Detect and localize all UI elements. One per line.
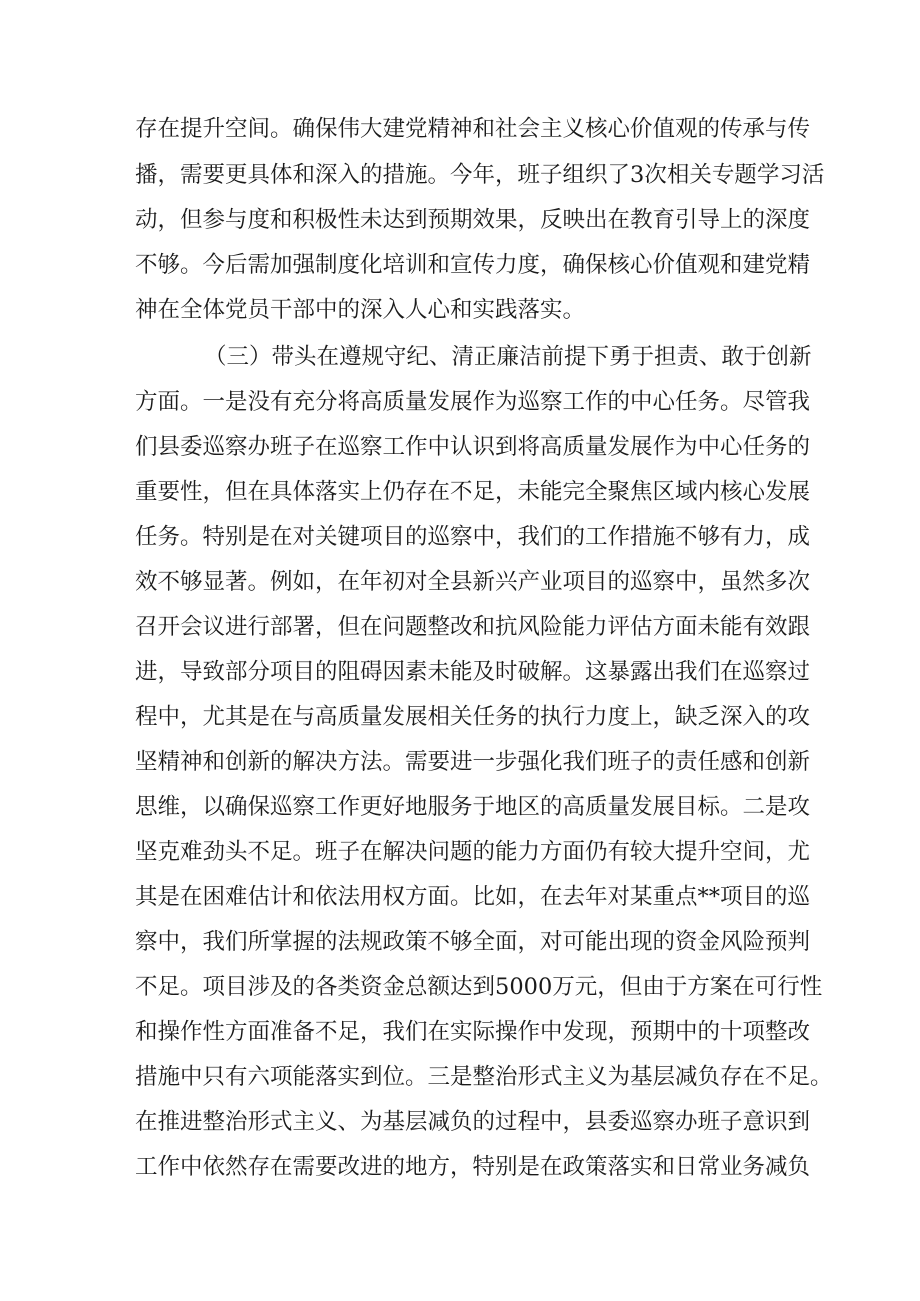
text-line: 重要性，但在具体落实上仍存在不足，未能完全聚焦区域内核心发展 (135, 479, 811, 505)
text-line: 程中，尤其是在与高质量发展相关任务的执行力度上，缺乏深入的攻 (135, 704, 811, 730)
text-line: 召开会议进行部署，但在问题整改和抗风险能力评估方面未能有效跟 (135, 614, 811, 640)
text-line: 不足。项目涉及的各类资金总额达到5000万元，但由于方案在可行性 (135, 974, 823, 1000)
text-line: 动，但参与度和积极性未达到预期效果，反映出在教育引导上的深度 (135, 207, 811, 233)
text-line: 神在全体党员干部中的深入人心和实践落实。 (135, 297, 586, 323)
text-line: 和操作性方面准备不足，我们在实际操作中发现，预期中的十项整改 (135, 1019, 811, 1045)
text-line: 措施中只有六项能落实到位。三是整治形式主义为基层减负存在不足。 (135, 1064, 833, 1090)
text-line: 坚克难劲头不足。班子在解决问题的能力方面仍有较大提升空间，尤 (135, 839, 811, 865)
text-line: 坚精神和创新的解决方法。需要进一步强化我们班子的责任感和创新 (135, 749, 811, 775)
text-line: 方面。一是没有充分将高质量发展作为巡察工作的中心任务。尽管我 (135, 389, 811, 415)
text-line: 效不够显著。例如，在年初对全县新兴产业项目的巡察中，虽然多次 (135, 569, 811, 595)
text-line: 进，导致部分项目的阻碍因素未能及时破解。这暴露出我们在巡察过 (135, 659, 811, 685)
text-line: 不够。今后需加强制度化培训和宣传力度，确保核心价值观和建党精 (135, 252, 811, 278)
text-line: 察中，我们所掌握的法规政策不够全面，对可能出现的资金风险预判 (135, 929, 811, 955)
text-line: 们县委巡察办班子在巡察工作中认识到将高质量发展作为中心任务的 (135, 434, 811, 460)
text-line: 工作中依然存在需要改进的地方，特别是在政策落实和日常业务减负 (135, 1154, 811, 1180)
text-line: 任务。特别是在对关键项目的巡察中，我们的工作措施不够有力，成 (135, 524, 811, 550)
section-heading-line: （三）带头在遵规守纪、清正廉洁前提下勇于担责、敢于创新 (204, 344, 812, 370)
text-line: 在推进整治形式主义、为基层减负的过程中，县委巡察办班子意识到 (135, 1109, 811, 1135)
text-line: 其是在困难估计和依法用权方面。比如，在去年对某重点**项目的巡 (135, 884, 811, 910)
text-line: 播，需要更具体和深入的措施。今年，班子组织了3次相关专题学习活 (135, 162, 825, 188)
text-line: 存在提升空间。确保伟大建党精神和社会主义核心价值观的传承与传 (135, 116, 811, 142)
text-line: 思维，以确保巡察工作更好地服务于地区的高质量发展目标。二是攻 (135, 794, 811, 820)
